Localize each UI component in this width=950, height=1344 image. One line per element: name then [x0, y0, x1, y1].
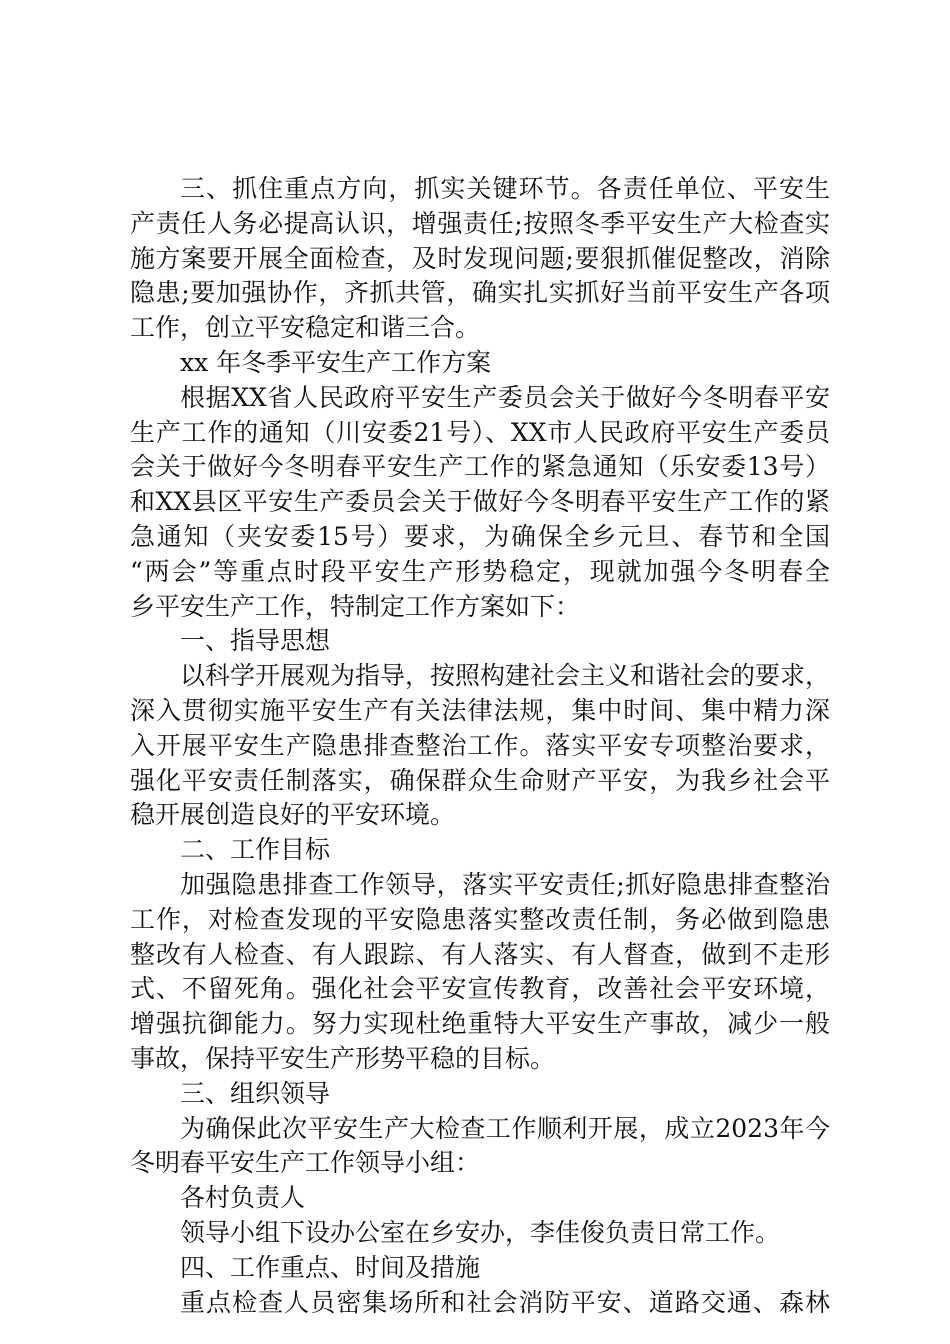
text-line: 会关于做好今冬明春平安生产工作的紧急通知（乐安委13号）: [130, 452, 830, 482]
paragraph-guiding-thought: [130, 659, 830, 833]
text-line: 增强抗御能力。努力实现杜绝重特大平安生产事故，减少一般: [130, 1009, 830, 1039]
paragraph-organization: [130, 1112, 830, 1182]
section-heading: 二、工作目标: [180, 835, 331, 865]
paragraph-section-three-focus: [130, 172, 830, 346]
text-line: 施方案要开展全面检查，及时发现问题;要狠抓催促整改，消除: [130, 243, 830, 273]
text-line: 各村负责人: [180, 1183, 306, 1213]
text-line: 隐患;要加强协作，齐抓共管，确实扎实抓好当前平安生产各项: [130, 278, 830, 308]
paragraph-intro: [130, 381, 830, 625]
text-line: 整改有人检查、有人跟踪、有人落实、有人督查，做到不走形: [130, 939, 830, 969]
text-line: 根据XX省人民政府平安生产委员会关于做好今冬明春平安: [180, 382, 830, 412]
heading-guiding-thought: [130, 624, 830, 659]
section-heading: 三、组织领导: [180, 1078, 331, 1108]
paragraph-work-goals: [130, 868, 830, 1077]
document-title: [130, 346, 830, 381]
text-line: 冬明春平安生产工作领导小组：: [130, 1148, 481, 1178]
section-heading: 一、指导思想: [180, 626, 331, 656]
text-line: 为确保此次平安生产大检查工作顺利开展，成立2023年今: [180, 1113, 830, 1143]
text-line: 工作，对检查发现的平安隐患落实整改责任制，务必做到隐患: [130, 904, 830, 934]
text-line: 乡平安生产工作，特制定工作方案如下：: [130, 591, 581, 621]
text-line: 加强隐患排查工作领导，落实平安责任;抓好隐患排查整治: [180, 869, 830, 899]
text-line: 生产工作的通知（川安委21号）、XX市人民政府平安生产委员: [130, 417, 830, 447]
heading-work-goals: [130, 833, 830, 868]
text-line: 工作，创立平安稳定和谐三合。: [130, 313, 481, 343]
text-line: “两会”等重点时段平安生产形势稳定，现就加强今冬明春全: [130, 556, 830, 586]
text-line: 事故，保持平安生产形势平稳的目标。: [130, 1043, 556, 1073]
paragraph-key-points: [130, 1286, 830, 1321]
text-line: 式、不留死角。强化社会平安宣传教育，改善社会平安环境，: [130, 974, 830, 1004]
text-line: 入开展平安生产隐患排查整治工作。落实平安专项整治要求，: [130, 730, 830, 760]
text-line: 领导小组下设办公室在乡安办，李佳俊负责日常工作。: [180, 1217, 781, 1247]
text-line: 三、抓住重点方向，抓实关键环节。各责任单位、平安生: [180, 174, 830, 203]
heading-key-points: [130, 1251, 830, 1286]
text-line: 强化平安责任制落实，确保群众生命财产平安，为我乡社会平: [130, 765, 830, 795]
section-heading: 四、工作重点、时间及措施: [180, 1252, 481, 1282]
document-body: [130, 172, 830, 1320]
text-line: 稳开展创造良好的平安环境。: [130, 800, 456, 830]
paragraph-office: [130, 1216, 830, 1251]
text-line: 深入贯彻实施平安生产有关法律法规，集中时间、集中精力深: [130, 695, 830, 725]
text-line: 以科学开展观为指导，按照构建社会主义和谐社会的要求，: [180, 661, 830, 691]
paragraph-village-leaders: [130, 1181, 830, 1216]
text-line: 重点检查人员密集场所和社会消防平安、道路交通、森林: [180, 1287, 830, 1317]
text-line: 急通知（夹安委15号）要求，为确保全乡元旦、春节和全国: [130, 521, 830, 551]
heading-organization: [130, 1077, 830, 1112]
text-line: 产责任人务必提高认识，增强责任;按照冬季平安生产大检查实: [130, 208, 830, 238]
title-line: xx 年冬季平安生产工作方案: [180, 347, 492, 377]
text-line: 和XX县区平安生产委员会关于做好今冬明春平安生产工作的紧: [130, 487, 830, 517]
